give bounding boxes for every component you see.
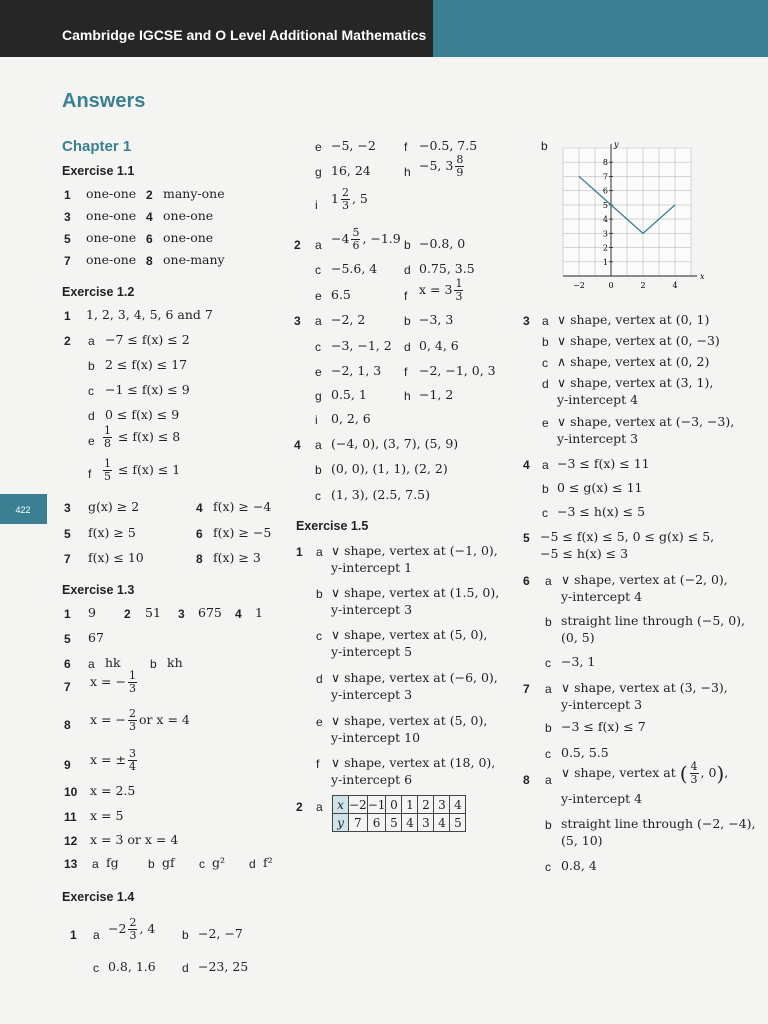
answer-number: 10 [64, 785, 78, 799]
answer-text: x = 5 [90, 808, 124, 823]
answer-text: −0.5, 7.5 [419, 138, 478, 153]
answer-text: −2 $\frac{2}{3}$ , 4 [108, 916, 156, 942]
answer-text: y-intercept 5 [331, 644, 413, 659]
part-label: f [404, 365, 408, 379]
part-label: e [315, 289, 322, 303]
answer-text: ∨ shape, vertex at (−6, 0), [331, 670, 498, 685]
part-label: f [404, 289, 408, 303]
answer-text: g² [212, 855, 226, 870]
answer-text: hk [105, 655, 121, 670]
part-label: d [404, 263, 411, 277]
y-tick-label: 4 [602, 215, 608, 225]
part-label: a [316, 545, 323, 559]
table-cell: 4 [450, 796, 466, 814]
answer-text: −5, 3 $\frac{8}{9}$ [419, 153, 464, 179]
answer-number: 13 [64, 857, 78, 871]
answer-text: ∨ shape, vertex at (3, 1), [557, 375, 714, 390]
y-axis-label: y [614, 140, 619, 149]
answer-text: ∨ shape, vertex at (3, −3), [561, 680, 728, 695]
answer-text: ∨ shape, vertex at (−1, 0), [331, 543, 498, 558]
answer-text: −5.6, 4 [331, 261, 378, 276]
answer-number: 11 [64, 810, 77, 824]
answer-text: −1, 2 [419, 387, 454, 402]
part-label: d [182, 961, 189, 975]
y-tick-label: 3 [602, 229, 608, 239]
part-label: a [93, 928, 100, 942]
answer-text: 6.5 [331, 287, 351, 302]
x-tick-label: 0 [608, 281, 614, 290]
answer-text: fg [106, 855, 119, 870]
header-accent [433, 0, 768, 57]
answer-text: ∨ shape, vertex at (18, 0), [331, 755, 496, 770]
answer-number: 6 [523, 574, 530, 588]
answer-number: 7 [523, 682, 530, 696]
answer-text: x = − $\frac{1}{3}$ [90, 669, 136, 695]
part-label: e [315, 365, 322, 379]
part-label: b [545, 818, 552, 832]
y-tick-label: 6 [602, 186, 608, 196]
answer-text: y-intercept 3 [557, 431, 639, 446]
answer-number: 7 [64, 680, 71, 694]
answer-number: 1 [64, 188, 71, 202]
part-label: c [315, 263, 321, 277]
answer-text: −2, −1, 0, 3 [419, 363, 496, 378]
answer-text: 1 [255, 605, 263, 620]
values-table [332, 795, 466, 832]
answer-text: g(x) ≥ 2 [88, 499, 140, 514]
part-label: e [316, 715, 323, 729]
part-label: f [88, 467, 92, 481]
part-label: c [316, 629, 322, 643]
answer-text: straight line through (−5, 0), [561, 613, 746, 628]
part-label: c [545, 747, 551, 761]
answer-number: 3 [64, 501, 71, 515]
table-cell: 3 [418, 814, 434, 832]
answer-text: straight line through (−2, −4), [561, 816, 756, 831]
answer-text: 1 $\frac{2}{3}$ , 5 [331, 186, 368, 212]
answer-number: 2 [124, 607, 131, 621]
answer-text: f(x) ≤ 10 [88, 550, 144, 565]
y-tick-label: 5 [602, 200, 608, 210]
answer-text: many-one [163, 186, 225, 201]
part-label: b [542, 482, 549, 496]
part-label: a [545, 682, 552, 696]
table-cell: 2 [418, 796, 434, 814]
answer-text: −3, 1 [561, 654, 596, 669]
answer-text: one-one [86, 230, 137, 245]
part-label: d [249, 857, 256, 871]
table-cell: 4 [402, 814, 418, 832]
answer-text: −3 ≤ f(x) ≤ 11 [557, 456, 650, 471]
answer-number: 4 [146, 210, 153, 224]
part-label: b [182, 928, 189, 942]
answer-number: 3 [178, 607, 185, 621]
answer-number: 7 [64, 552, 71, 566]
table-row [333, 814, 466, 832]
part-label: a [542, 314, 549, 328]
answer-number: 8 [64, 718, 71, 732]
answer-text: f(x) ≥ −5 [213, 525, 272, 540]
answer-number: 2 [64, 334, 71, 348]
exercise-heading: Exercise 1.3 [62, 583, 135, 597]
part-label: a [315, 314, 322, 328]
answer-text: ∨ shape, vertex at (−3, −3), [557, 414, 735, 429]
y-tick-label: 1 [602, 257, 608, 267]
table-cell: 6 [367, 814, 386, 832]
part-label: c [542, 356, 548, 370]
table-cell: y [333, 814, 349, 832]
answer-text: (5, 10) [561, 833, 603, 848]
answer-number: 2 [294, 238, 301, 252]
answer-number: 1 [64, 607, 71, 621]
answer-text: (0, 0), (1, 1), (2, 2) [331, 461, 448, 476]
answer-number: 8 [196, 552, 203, 566]
chapter-heading: Chapter 1 [62, 138, 132, 155]
part-label: b [404, 238, 411, 252]
y-tick-label: 2 [602, 243, 608, 253]
answer-text: ∧ shape, vertex at (0, 2) [557, 354, 710, 369]
part-label: e [542, 416, 549, 430]
answer-text: 0, 2, 6 [331, 411, 371, 426]
table-cell: 1 [402, 796, 418, 814]
answer-text: one-one [163, 208, 214, 223]
answer-text: f(x) ≥ 3 [213, 550, 261, 565]
answer-text: 0.8, 4 [561, 858, 597, 873]
answer-text: 0.75, 3.5 [419, 261, 475, 276]
answer-text: ∨ shape, vertex at ( $\frac{4}{3}$ , 0), [561, 760, 729, 786]
table-cell: 4 [434, 814, 450, 832]
section-title: Answers [62, 90, 146, 112]
table-cell: 3 [434, 796, 450, 814]
answer-text: 0.5, 5.5 [561, 745, 609, 760]
answer-number: 5 [64, 527, 71, 541]
part-label: a [315, 238, 322, 252]
answer-text: 0 ≤ f(x) ≤ 9 [105, 407, 180, 422]
part-label: a [542, 458, 549, 472]
x-axis-label: x [700, 272, 705, 281]
answer-text: x = − $\frac{2}{3}$ or x = 4 [90, 707, 190, 733]
part-label: c [542, 506, 548, 520]
part-label: b [88, 359, 95, 373]
part-label: e [315, 140, 322, 154]
part-label: c [93, 961, 99, 975]
answer-number: 5 [64, 632, 71, 646]
answer-text: $\frac{1}{5}$ ≤ f(x) ≤ 1 [104, 457, 181, 483]
part-label: b [545, 615, 552, 629]
part-label: d [404, 340, 411, 354]
answer-text: 2 ≤ f(x) ≤ 17 [105, 357, 188, 372]
table-cell: x [333, 796, 349, 814]
answer-number: 6 [196, 527, 203, 541]
part-label: a [88, 657, 95, 671]
answer-number: 4 [294, 438, 301, 452]
answer-text: −3 ≤ h(x) ≤ 5 [557, 504, 646, 519]
part-label: a [92, 857, 99, 871]
answer-number: 8 [146, 254, 153, 268]
x-tick-label: −2 [573, 281, 585, 290]
answer-number: 4 [523, 458, 530, 472]
answer-text: kh [167, 655, 183, 670]
part-label: b [541, 139, 548, 153]
answer-text: (−4, 0), (3, 7), (5, 9) [331, 436, 459, 451]
answer-text: y-intercept 4 [561, 791, 643, 806]
answer-number: 4 [196, 501, 203, 515]
part-label: b [150, 657, 157, 671]
answer-number: 6 [146, 232, 153, 246]
answer-text: 51 [145, 605, 161, 620]
answer-number: 3 [294, 314, 301, 328]
answer-number: 12 [64, 834, 78, 848]
part-label: c [545, 860, 551, 874]
answer-number: 7 [64, 254, 71, 268]
answer-text: one-many [163, 252, 225, 267]
exercise-heading: Exercise 1.4 [62, 890, 135, 904]
graph-2b [555, 138, 715, 300]
part-label: b [316, 587, 323, 601]
answer-text: y-intercept 4 [557, 392, 639, 407]
answer-text: (1, 3), (2.5, 7.5) [331, 487, 431, 502]
answer-text: y-intercept 3 [331, 602, 413, 617]
part-label: a [545, 773, 552, 787]
answer-text: 9 [88, 605, 96, 620]
answer-text: −2, −7 [198, 926, 243, 941]
y-tick-label: 7 [602, 172, 608, 182]
part-label: a [88, 334, 95, 348]
answer-text: 16, 24 [331, 163, 371, 178]
part-label: g [315, 389, 322, 403]
answer-text: 0 ≤ g(x) ≤ 11 [557, 480, 643, 495]
part-label: e [88, 434, 95, 448]
answer-number: 3 [523, 314, 530, 328]
part-label: d [316, 672, 323, 686]
answer-text: $\frac{1}{8}$ ≤ f(x) ≤ 8 [104, 424, 181, 450]
answer-text: y-intercept 10 [331, 730, 421, 745]
answer-text: ∨ shape, vertex at (0, 1) [557, 312, 710, 327]
answer-text: 0.8, 1.6 [108, 959, 156, 974]
answer-text: ∨ shape, vertex at (0, −3) [557, 333, 720, 348]
answer-text: −3 ≤ f(x) ≤ 7 [561, 719, 646, 734]
answer-text: −5 ≤ f(x) ≤ 5, 0 ≤ g(x) ≤ 5, [540, 529, 715, 544]
table-cell: 0 [386, 796, 402, 814]
part-label: a [315, 438, 322, 452]
part-label: i [315, 413, 318, 427]
part-label: g [315, 165, 322, 179]
exercise-heading: Exercise 1.5 [296, 519, 369, 533]
answer-text: ∨ shape, vertex at (−2, 0), [561, 572, 728, 587]
answer-number: 5 [64, 232, 71, 246]
part-label: d [88, 409, 95, 423]
part-label: f [316, 757, 320, 771]
page-number: 422 [15, 505, 31, 515]
part-label: c [315, 489, 321, 503]
answer-text: one-one [86, 186, 137, 201]
answer-text: f(x) ≥ −4 [213, 499, 272, 514]
answer-number: 9 [64, 758, 71, 772]
answer-text: −3, −1, 2 [331, 338, 392, 353]
answer-text: x = 3 $\frac{1}{3}$ [419, 277, 463, 303]
part-label: d [542, 377, 549, 391]
part-label: a [316, 800, 323, 814]
part-label: b [315, 463, 322, 477]
answer-text: −5, −2 [331, 138, 376, 153]
answer-number: 1 [70, 928, 77, 942]
y-tick-label: 8 [602, 158, 608, 168]
answer-text: y-intercept 3 [331, 687, 413, 702]
answer-text: f(x) ≥ 5 [88, 525, 136, 540]
answer-text: x = 3 or x = 4 [90, 832, 179, 847]
part-label: f [404, 140, 408, 154]
answer-text: 0.5, 1 [331, 387, 367, 402]
exercise-heading: Exercise 1.1 [62, 164, 135, 178]
answer-text: 675 [198, 605, 222, 620]
table-cell: 5 [450, 814, 466, 832]
x-tick-label: 2 [640, 281, 646, 290]
part-label: b [148, 857, 155, 871]
answer-text: (0, 5) [561, 630, 595, 645]
answer-number: 4 [235, 607, 242, 621]
answer-number: 1 [296, 545, 303, 559]
part-label: h [404, 389, 411, 403]
answer-text: −23, 25 [198, 959, 249, 974]
book-title: Cambridge IGCSE and O Level Additional Mathematics [62, 27, 427, 43]
answer-text: 67 [88, 630, 104, 645]
answer-text: one-one [86, 252, 137, 267]
part-label: c [88, 384, 94, 398]
table-cell: 7 [349, 814, 368, 832]
part-label: i [315, 198, 318, 212]
answer-text: 1, 2, 3, 4, 5, 6 and 7 [86, 307, 213, 322]
part-label: b [404, 314, 411, 328]
answer-text: x = ± $\frac{3}{4}$ [90, 747, 136, 773]
part-label: b [542, 335, 549, 349]
answer-number: 5 [523, 531, 530, 545]
part-label: c [545, 656, 551, 670]
exercise-heading: Exercise 1.2 [62, 285, 135, 299]
answer-text: gf [162, 855, 175, 870]
table-row [333, 796, 466, 814]
part-label: a [545, 574, 552, 588]
part-label: c [199, 857, 205, 871]
answer-text: −5 ≤ h(x) ≤ 3 [540, 546, 629, 561]
answer-text: −2, 2 [331, 312, 366, 327]
part-label: b [545, 721, 552, 735]
answer-number: 2 [296, 800, 303, 814]
answer-text: ∨ shape, vertex at (5, 0), [331, 713, 488, 728]
answer-number: 6 [64, 657, 71, 671]
answer-text: y-intercept 6 [331, 772, 413, 787]
answer-number: 3 [64, 210, 71, 224]
answer-number: 2 [146, 188, 153, 202]
answer-text: −2, 1, 3 [331, 363, 382, 378]
table-cell: 5 [386, 814, 402, 832]
answer-text: y-intercept 4 [561, 589, 643, 604]
answer-text: f² [263, 855, 273, 870]
table-cell: −2 [349, 797, 367, 812]
part-label: h [404, 165, 411, 179]
x-tick-label: 4 [672, 281, 678, 290]
answer-number: 8 [523, 773, 530, 787]
answer-text: 0, 4, 6 [419, 338, 459, 353]
answer-text: −4 $\frac{5}{6}$ , −1.9 [331, 226, 401, 252]
answer-text: one-one [163, 230, 214, 245]
answer-text: y-intercept 1 [331, 560, 413, 575]
answer-text: x = 2.5 [90, 783, 136, 798]
answer-number: 1 [64, 309, 71, 323]
answer-text: −0.8, 0 [419, 236, 466, 251]
answer-text: −3, 3 [419, 312, 454, 327]
answer-text: y-intercept 3 [561, 697, 643, 712]
answer-text: ∨ shape, vertex at (5, 0), [331, 627, 488, 642]
answer-text: −7 ≤ f(x) ≤ 2 [105, 332, 190, 347]
answer-text: −1 ≤ f(x) ≤ 9 [105, 382, 190, 397]
answer-text: one-one [86, 208, 137, 223]
table-cell: −1 [367, 797, 386, 812]
answer-text: ∨ shape, vertex at (1.5, 0), [331, 585, 500, 600]
part-label: c [315, 340, 321, 354]
